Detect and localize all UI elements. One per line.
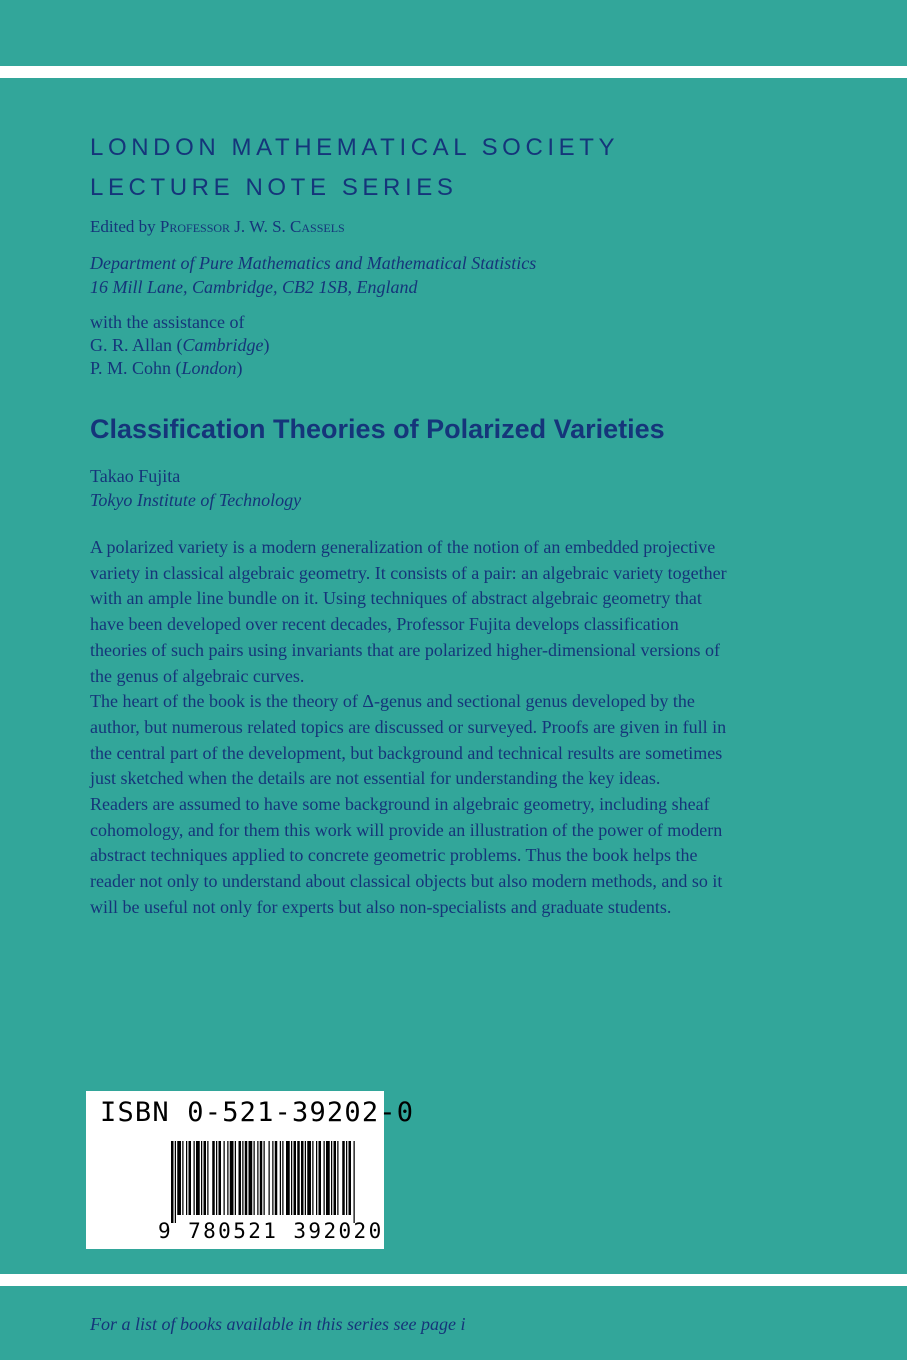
book-title: Classification Theories of Polarized Varieties <box>90 414 665 444</box>
barcode-bar <box>316 1141 317 1215</box>
assistance-intro: with the assistance of <box>90 312 245 332</box>
barcode-bar <box>245 1141 248 1215</box>
bottom-white-stripe <box>0 1274 907 1286</box>
department-line-2: 16 Mill Lane, Cambridge, CB2 1SB, England <box>90 277 418 297</box>
barcode-bar <box>331 1141 332 1215</box>
barcode-bar <box>260 1141 263 1215</box>
assistant-2-name: P. M. Cohn <box>90 358 172 378</box>
blurb-paragraph-1: A polarized variety is a modern generalization of the notion of an embedded projective variety in classical algebraic geometry. It consists of a pair: an algebraic variety together with an ample line bundle on it. Using techniques of abstract algebraic geometry that have been developed over recent decades, Professor Fujita develops classification theories of such pairs using invariants that are polarized higher-dimensional versions of the genus of algebraic curves. <box>90 537 727 686</box>
assistant-2: P. M. Cohn (London) <box>90 358 243 378</box>
barcode-bar <box>249 1141 253 1215</box>
author-block <box>90 464 301 512</box>
barcode-bar <box>175 1141 176 1223</box>
barcode-bar <box>282 1141 283 1215</box>
barcode-bar <box>182 1141 183 1215</box>
series-heading <box>90 128 619 208</box>
barcode-bar <box>346 1141 347 1215</box>
blurb-paragraph-3: Readers are assumed to have some background in algebraic geometry, including sheaf cohomology, and for them this work will provide an illustration of the power of modern abstract techniques applied to concrete geometric problems. Thus the book helps the reader not only to understand about classical objects but also modern methods, and so it will be useful not only for experts but also non-specialists and graduate students. <box>90 794 723 917</box>
barcode-bar <box>297 1141 300 1215</box>
barcode-bar <box>216 1141 217 1215</box>
barcode-bar <box>227 1141 228 1215</box>
barcode-bar <box>201 1141 202 1215</box>
barcode-bar <box>177 1141 181 1215</box>
barcode-bar <box>219 1141 222 1215</box>
series-line-2: LECTURE NOTE SERIES <box>90 174 458 201</box>
editor-name: Professor J. W. S. Cassels <box>159 217 345 236</box>
author-affiliation: Tokyo Institute of Technology <box>90 490 302 510</box>
barcode-bar <box>307 1141 311 1215</box>
isbn-label: ISBN 0-521-39202-0 <box>100 1097 415 1128</box>
barcode-bar <box>334 1141 337 1215</box>
department-line-1: Department of Pure Mathematics and Mathematical Statistics <box>90 253 537 273</box>
isbn-barcode-box <box>86 1091 415 1249</box>
barcode-bar <box>189 1141 192 1215</box>
barcode-bar <box>204 1141 207 1215</box>
barcode-bar <box>239 1141 242 1215</box>
top-white-stripe <box>0 66 907 78</box>
barcode-bar <box>242 1141 243 1215</box>
barcode-bar <box>337 1141 338 1215</box>
barcode-bar <box>235 1141 236 1215</box>
barcode-bar <box>349 1141 352 1215</box>
barcode-bar <box>305 1141 306 1215</box>
barcode-bar <box>212 1141 215 1215</box>
barcode-bar <box>319 1141 322 1215</box>
assistant-1-place: Cambridge <box>182 335 264 355</box>
assistance-block <box>90 311 270 380</box>
assistant-1-name: G. R. Allan <box>90 335 173 355</box>
barcode-digits: 9 780521 392020 <box>158 1219 384 1243</box>
barcode-bar <box>171 1141 174 1223</box>
barcode-bar <box>294 1141 297 1215</box>
barcode-bar <box>254 1141 255 1215</box>
author-name: Takao Fujita <box>90 466 181 486</box>
assistant-2-place: London <box>181 358 237 378</box>
series-line-1: LONDON MATHEMATICAL SOCIETY <box>90 134 620 161</box>
barcode-bar <box>354 1141 355 1223</box>
barcode-bar <box>301 1141 304 1215</box>
blurb <box>90 535 730 921</box>
barcode-bar <box>230 1141 234 1215</box>
barcode-bar <box>324 1141 325 1215</box>
barcode-bar <box>280 1141 281 1215</box>
barcode-bar <box>326 1141 330 1215</box>
barcode-bar <box>224 1141 225 1215</box>
barcode-bar <box>342 1141 345 1215</box>
editor-prefix: Edited by <box>90 217 160 236</box>
blurb-paragraph-2: The heart of the book is the theory of Δ-genus and sectional genus developed by the author, but numerous related topics are discussed or surveyed. Proofs are given in full in the central part of the development, but background and technical results are sometimes just sketched when the details are not essential for understanding the key ideas. <box>90 691 727 789</box>
series-footer-note: For a list of books available in this series see page i <box>90 1314 466 1334</box>
barcode-image <box>171 1141 356 1223</box>
barcode-bar <box>275 1141 278 1215</box>
barcode-bar <box>291 1141 292 1215</box>
barcode-bar <box>286 1141 290 1215</box>
barcode-bar <box>264 1141 265 1215</box>
barcode-bar <box>194 1141 195 1215</box>
barcode-bar <box>186 1141 187 1215</box>
barcode-bar <box>257 1141 258 1215</box>
assistant-1: G. R. Allan (Cambridge) <box>90 335 270 355</box>
barcode-bar <box>196 1141 200 1215</box>
barcode-bar <box>272 1141 273 1215</box>
department-address <box>90 251 536 299</box>
editor-line <box>90 217 345 237</box>
barcode-bar <box>207 1141 208 1215</box>
barcode-bar <box>269 1141 270 1215</box>
barcode-bar <box>312 1141 313 1215</box>
